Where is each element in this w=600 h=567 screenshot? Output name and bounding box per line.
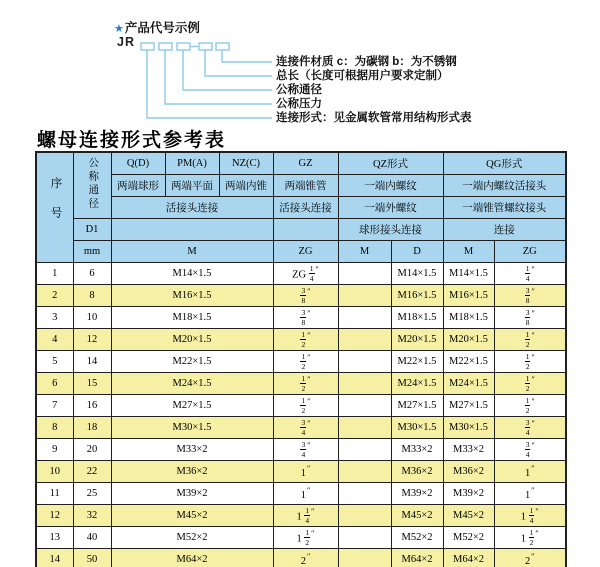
inch-mark: ″ <box>531 486 535 495</box>
cell-qg-zg <box>494 439 566 461</box>
cell-qg-m: M33×2 <box>443 439 494 461</box>
cell-qg-zg <box>494 329 566 351</box>
inch-mark: ″ <box>531 265 535 274</box>
inch-mark: ″ <box>307 397 311 406</box>
inch-mark: ″ <box>531 309 535 318</box>
cell-gz <box>273 329 338 351</box>
inch-mark: ″ <box>535 507 539 516</box>
fraction: $\frac{3}{8}$ <box>301 285 306 305</box>
fraction: $\frac{3}{8}$ <box>525 307 530 327</box>
cell-m: M64×2 <box>111 549 273 567</box>
header-gz-sub: 两端锥管 <box>273 175 338 197</box>
inch-mark: ″ <box>531 331 535 340</box>
cell-no: 13 <box>36 527 73 549</box>
fraction: $\frac{3}{4}$ <box>301 439 306 459</box>
fraction: $\frac{1}{2}$ <box>301 351 306 371</box>
table-row <box>36 417 566 439</box>
fraction: $\frac{1}{2}$ <box>525 351 530 371</box>
fraction: $\frac{1}{2}$ <box>301 329 306 349</box>
inch-mark: ″ <box>531 397 535 406</box>
code-label: 连接形式：见金属软管常用结构形式表 <box>276 112 472 124</box>
cell-no: 3 <box>36 307 73 329</box>
cell-m: M14×1.5 <box>111 263 273 285</box>
cell-qz-d: M33×2 <box>391 439 443 461</box>
cell-qg-zg: 2″ <box>494 549 566 567</box>
fraction: $\frac{3}{4}$ <box>525 417 530 437</box>
cell-no: 5 <box>36 351 73 373</box>
inch-mark: ″ <box>307 419 311 428</box>
header-qg: QG形式 <box>443 152 566 175</box>
cell-qg-m: M16×1.5 <box>443 285 494 307</box>
header-empty-gz <box>273 219 338 241</box>
cell-qz-m <box>338 417 391 439</box>
cell-dn: 18 <box>73 417 111 439</box>
cell-qz-d: M30×1.5 <box>391 417 443 439</box>
cell-dn: 8 <box>73 285 111 307</box>
inch-mark: ″ <box>307 375 311 384</box>
inch-mark: ″ <box>531 464 535 473</box>
inch-mark: ″ <box>531 419 535 428</box>
header-pm-sub: 两端平面 <box>165 175 219 197</box>
table-row <box>36 285 566 307</box>
code-connector-lines <box>147 50 272 118</box>
cell-gz: 1″ <box>273 483 338 505</box>
table-header <box>36 152 566 263</box>
cell-qz-d: M16×1.5 <box>391 285 443 307</box>
cell-no: 9 <box>36 439 73 461</box>
fraction: $\frac{1}{4}$ <box>309 263 314 283</box>
cell-gz: 1″ <box>273 461 338 483</box>
cell-dn: 20 <box>73 439 111 461</box>
product-code-heading-text: 产品代号示例 <box>124 21 200 35</box>
cell-no: 12 <box>36 505 73 527</box>
cell-qz-m <box>338 263 391 285</box>
inch-mark: ″ <box>531 441 535 450</box>
cell-dn: 22 <box>73 461 111 483</box>
cell-m: M45×2 <box>111 505 273 527</box>
inch-mark: ″ <box>306 552 311 561</box>
inch-mark: ″ <box>307 287 311 296</box>
cell-qg-zg: 1 $\frac{1}{4}$ ″ <box>494 505 566 527</box>
cell-qg-zg: 1″ <box>494 461 566 483</box>
cell-no: 2 <box>36 285 73 307</box>
cell-m: M22×1.5 <box>111 351 273 373</box>
cell-qg-m: M36×2 <box>443 461 494 483</box>
table-body <box>36 263 566 567</box>
cell-qz-d: M36×2 <box>391 461 443 483</box>
cell-qg-m: M20×1.5 <box>443 329 494 351</box>
cell-qz-d: M14×1.5 <box>391 263 443 285</box>
cell-no: 7 <box>36 395 73 417</box>
cell-qg-zg <box>494 285 566 307</box>
cell-qg-m: M45×2 <box>443 505 494 527</box>
header-qz-m: M <box>338 241 391 263</box>
cell-qg-m: M39×2 <box>443 483 494 505</box>
table-row <box>36 439 566 461</box>
cell-gz <box>273 307 338 329</box>
cell-qz-m <box>338 373 391 395</box>
cell-gz <box>273 285 338 307</box>
cell-qg-m: M64×2 <box>443 549 494 567</box>
table-row <box>36 483 566 505</box>
code-label: 总长（长度可根据用户要求定制） <box>276 70 449 82</box>
header-pm: PM(A) <box>165 152 219 175</box>
connector-line <box>165 50 272 104</box>
cell-m: M52×2 <box>111 527 273 549</box>
code-box <box>199 43 212 50</box>
inch-mark: ″ <box>307 353 311 362</box>
cell-dn: 6 <box>73 263 111 285</box>
cell-qg-zg: 1″ <box>494 483 566 505</box>
connector-line <box>147 50 272 118</box>
cell-qz-m <box>338 527 391 549</box>
inch-mark: ″ <box>311 529 315 538</box>
inch-mark: ″ <box>531 375 535 384</box>
header-q: Q(D) <box>111 152 165 175</box>
header-qz-sub1: 一端内螺纹 <box>338 175 443 197</box>
cell-qg-m: M52×2 <box>443 527 494 549</box>
star-icon: ★ <box>114 23 124 35</box>
fraction: $\frac{1}{2}$ <box>525 329 530 349</box>
cell-qz-m <box>338 351 391 373</box>
cell-no: 4 <box>36 329 73 351</box>
table-row <box>36 527 566 549</box>
header-qz: QZ形式 <box>338 152 443 175</box>
inch-mark: ″ <box>531 287 535 296</box>
cell-qz-d: M27×1.5 <box>391 395 443 417</box>
header-qz-sub3: 球形接头连接 <box>338 219 443 241</box>
header-zg: ZG <box>273 241 338 263</box>
fraction: $\frac{1}{2}$ <box>525 395 530 415</box>
code-label: 公称通径 <box>276 84 322 96</box>
cell-qz-d: M52×2 <box>391 527 443 549</box>
table-row <box>36 307 566 329</box>
header-d1: D1 <box>73 219 111 241</box>
inch-mark: ″ <box>307 331 311 340</box>
code-box <box>216 43 229 50</box>
cell-qz-m <box>338 329 391 351</box>
cell-qz-d: M24×1.5 <box>391 373 443 395</box>
cell-gz: 1 $\frac{1}{4}$ ″ <box>273 505 338 527</box>
table-row <box>36 505 566 527</box>
inch-mark: ″ <box>306 464 311 473</box>
cell-m: M24×1.5 <box>111 373 273 395</box>
cell-qz-d: M39×2 <box>391 483 443 505</box>
inch-mark: ″ <box>315 265 319 274</box>
cell-no: 6 <box>36 373 73 395</box>
connector-line <box>222 50 272 62</box>
table-row <box>36 329 566 351</box>
cell-qg-m: M24×1.5 <box>443 373 494 395</box>
cell-gz <box>273 395 338 417</box>
table-row <box>36 373 566 395</box>
cell-qg-zg <box>494 417 566 439</box>
cell-qg-m: M14×1.5 <box>443 263 494 285</box>
code-boxes <box>141 43 229 50</box>
cell-qz-d: M20×1.5 <box>391 329 443 351</box>
fraction: $\frac{1}{4}$ <box>305 505 310 525</box>
table-title: 螺母连接形式参考表 <box>37 129 227 151</box>
fraction: $\frac{3}{8}$ <box>525 285 530 305</box>
inch-mark: ″ <box>306 486 311 495</box>
code-box <box>159 43 172 50</box>
cell-qg-m: M18×1.5 <box>443 307 494 329</box>
code-box <box>177 43 190 50</box>
cell-qz-d: M64×2 <box>391 549 443 567</box>
header-gz: GZ <box>273 152 338 175</box>
header-qg-zg: ZG <box>494 241 566 263</box>
cell-gz <box>273 417 338 439</box>
cell-no: 10 <box>36 461 73 483</box>
cell-dn: 14 <box>73 351 111 373</box>
cell-qz-m <box>338 307 391 329</box>
fraction: $\frac{1}{4}$ <box>525 263 530 283</box>
cell-dn: 15 <box>73 373 111 395</box>
cell-qz-d: M18×1.5 <box>391 307 443 329</box>
cell-m: M20×1.5 <box>111 329 273 351</box>
cell-qz-m <box>338 483 391 505</box>
inch-mark: ″ <box>535 529 539 538</box>
cell-m: M27×1.5 <box>111 395 273 417</box>
connector-line <box>183 50 272 90</box>
header-gz-union: 活接头连接 <box>273 197 338 219</box>
header-qz-sub2: 一端外螺纹 <box>338 197 443 219</box>
cell-qz-d: M45×2 <box>391 505 443 527</box>
cell-qg-zg: 1 $\frac{1}{2}$ ″ <box>494 527 566 549</box>
cell-qg-m: M30×1.5 <box>443 417 494 439</box>
table-row <box>36 395 566 417</box>
cell-qz-m <box>338 395 391 417</box>
cell-qg-zg <box>494 263 566 285</box>
cell-dn: 16 <box>73 395 111 417</box>
cell-m: M30×1.5 <box>111 417 273 439</box>
code-label: 连接件材质 c：为碳钢 b：为不锈钢 <box>276 56 457 68</box>
table-row <box>36 549 566 567</box>
header-nz: NZ(C) <box>219 152 273 175</box>
code-label: 公称压力 <box>276 98 322 110</box>
cell-gz: ZG $\frac{1}{4}$ ″ <box>273 263 338 285</box>
cell-m: M36×2 <box>111 461 273 483</box>
product-code-prefix: JR <box>117 35 135 49</box>
table-row <box>36 351 566 373</box>
fraction: $\frac{1}{4}$ <box>529 505 534 525</box>
inch-mark: ″ <box>531 353 535 362</box>
cell-qg-zg <box>494 373 566 395</box>
cell-m: M39×2 <box>111 483 273 505</box>
header-q-sub: 两端球形 <box>111 175 165 197</box>
cell-no: 1 <box>36 263 73 285</box>
cell-qg-zg <box>494 307 566 329</box>
cell-qg-m: M27×1.5 <box>443 395 494 417</box>
header-dn: 公称通径 <box>73 152 111 219</box>
cell-no: 8 <box>36 417 73 439</box>
cell-dn: 40 <box>73 527 111 549</box>
cell-qg-zg <box>494 351 566 373</box>
header-qg-sub2: 一端锥管螺纹接头 <box>443 197 566 219</box>
connector-line <box>205 50 272 76</box>
cell-m: M33×2 <box>111 439 273 461</box>
fraction: $\frac{1}{2}$ <box>301 373 306 393</box>
header-union-span: 活接头连接 <box>111 197 273 219</box>
cell-m: M16×1.5 <box>111 285 273 307</box>
cell-qz-m <box>338 461 391 483</box>
cell-qz-m <box>338 549 391 567</box>
cell-gz: 2″ <box>273 549 338 567</box>
code-box <box>141 43 154 50</box>
cell-gz <box>273 351 338 373</box>
cell-dn: 12 <box>73 329 111 351</box>
fraction: $\frac{3}{4}$ <box>525 439 530 459</box>
table-row <box>36 461 566 483</box>
cell-no: 14 <box>36 549 73 567</box>
cell-gz <box>273 439 338 461</box>
cell-dn: 50 <box>73 549 111 567</box>
fraction: $\frac{1}{2}$ <box>301 395 306 415</box>
cell-dn: 32 <box>73 505 111 527</box>
cell-qz-d: M22×1.5 <box>391 351 443 373</box>
cell-gz <box>273 373 338 395</box>
header-m-span: M <box>111 241 273 263</box>
cell-gz: 1 $\frac{1}{2}$ ″ <box>273 527 338 549</box>
header-seq: 序号 <box>36 152 73 263</box>
fraction: $\frac{1}{2}$ <box>529 527 534 547</box>
fraction: $\frac{3}{4}$ <box>301 417 306 437</box>
inch-mark: ″ <box>311 507 315 516</box>
nut-connection-table <box>35 151 567 567</box>
header-nz-sub: 两端内锥 <box>219 175 273 197</box>
cell-qz-m <box>338 505 391 527</box>
cell-dn: 10 <box>73 307 111 329</box>
cell-qz-m <box>338 439 391 461</box>
header-qg-m: M <box>443 241 494 263</box>
header-qg-sub1: 一端内螺纹活接头 <box>443 175 566 197</box>
header-qg-sub3: 连接 <box>443 219 566 241</box>
inch-mark: ″ <box>307 309 311 318</box>
header-mm: mm <box>73 241 111 263</box>
header-qz-d: D <box>391 241 443 263</box>
cell-qz-m <box>338 285 391 307</box>
cell-qg-zg <box>494 395 566 417</box>
fraction: $\frac{1}{2}$ <box>525 373 530 393</box>
cell-qg-m: M22×1.5 <box>443 351 494 373</box>
inch-mark: ″ <box>531 552 535 561</box>
cell-no: 11 <box>36 483 73 505</box>
cell-dn: 25 <box>73 483 111 505</box>
header-empty-left <box>111 219 273 241</box>
cell-m: M18×1.5 <box>111 307 273 329</box>
fraction: $\frac{3}{8}$ <box>301 307 306 327</box>
fraction: $\frac{1}{2}$ <box>305 527 310 547</box>
inch-mark: ″ <box>307 441 311 450</box>
table-row <box>36 263 566 285</box>
